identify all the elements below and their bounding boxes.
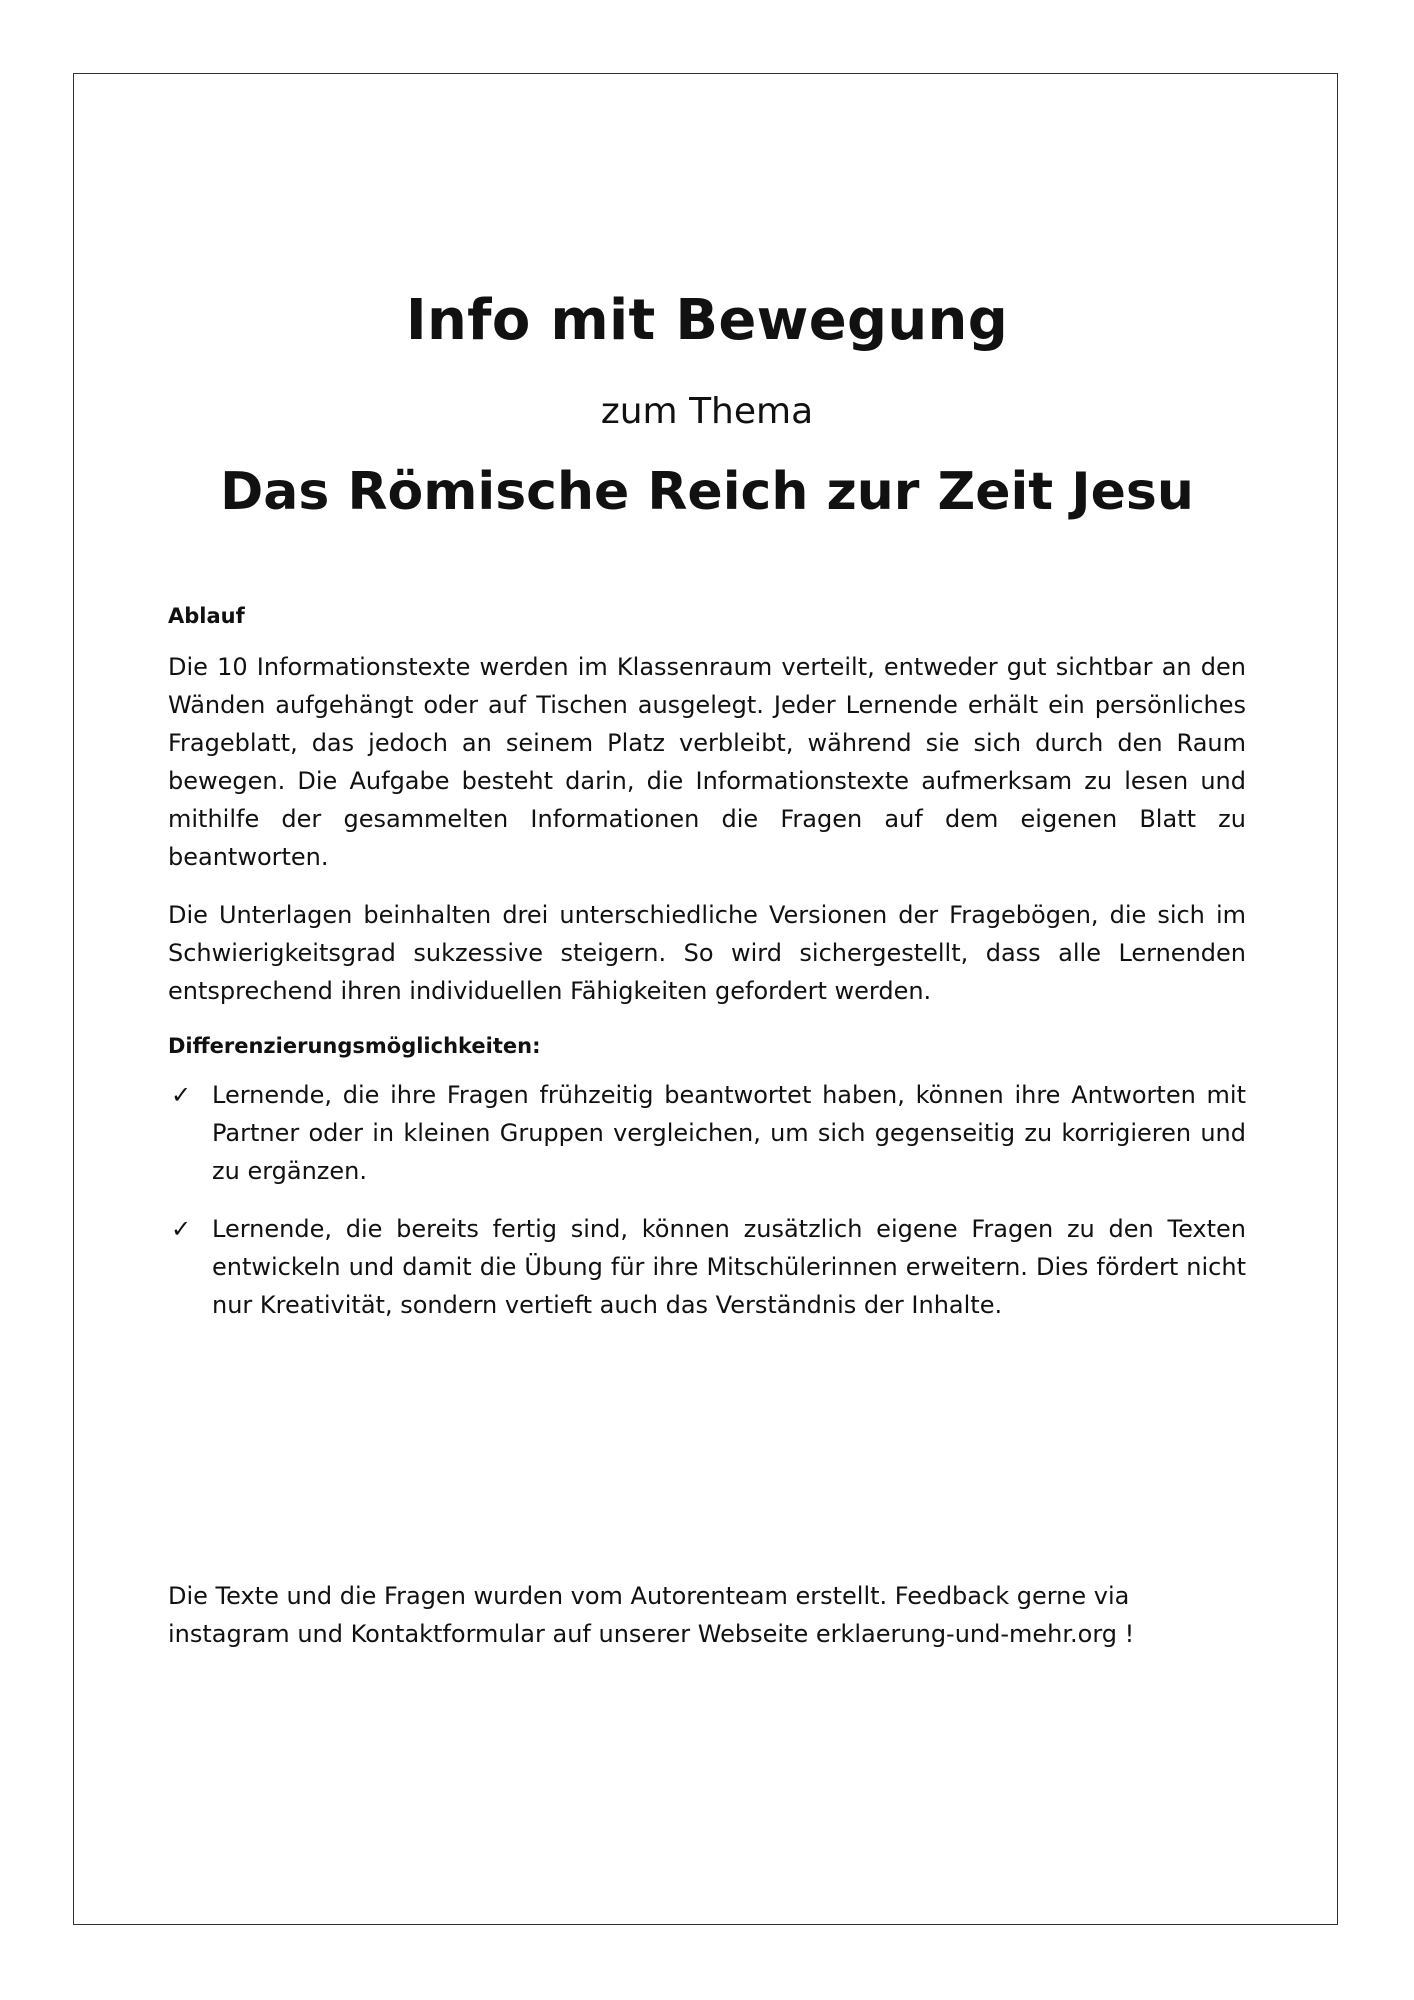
topic-title: Das Römische Reich zur Zeit Jesu — [220, 462, 1194, 522]
document-body — [168, 270, 1246, 1344]
checkmark-icon: ✓ — [171, 1215, 192, 1243]
list-item-text: Lernende, die bereits fertig sind, können zusätzlich eigene Fragen zu den Texten entwickeln und damit die Übung für ihre Mitschülerinnen erweitern. Dies fördert nicht nur Kreativität, sondern vertieft auch das Verständnis der Inhalte. — [212, 1215, 1246, 1319]
list-item — [168, 1076, 1246, 1190]
differenzierung-list — [168, 1076, 1246, 1324]
page-subtitle: zum Thema — [600, 391, 814, 432]
section-heading-differenzierung: Differenzierungsmöglichkeiten: — [168, 1034, 541, 1058]
list-item-text: Lernende, die ihre Fragen frühzeitig beantwortet haben, können ihre Antworten mit Partner oder in kleinen Gruppen vergleichen, um sich gegenseitig zu korrigieren und zu ergänzen. — [212, 1081, 1246, 1185]
section-heading-ablauf: Ablauf — [168, 604, 245, 628]
footer-note: Die Texte und die Fragen wurden vom Autorenteam erstellt. Feedback gerne via instagram und Kontaktformular auf unserer Webseite erklaerung-und-mehr.org ! — [168, 1582, 1135, 1648]
ablauf-paragraph: Die 10 Informationstexte werden im Klassenraum verteilt, entweder gut sichtbar an den Wänden aufgehängt oder auf Tischen ausgelegt. Jeder Lernende erhält ein persönliches Frageblatt, das jedoch an seinem Platz verbleibt, während sie sich durch den Raum bewegen. Die Aufgabe besteht darin, die Informationstexte aufmerksam zu lesen und mithilfe der gesammelten Informationen die Fragen auf dem eigenen Blatt zu beantworten. — [168, 653, 1246, 871]
ablauf-paragraph: Die Unterlagen beinhalten drei unterschiedliche Versionen der Fragebögen, die sich im Schwierigkeitsgrad sukzessive steigern. So wird sichergestellt, dass alle Lernenden entsprechend ihren individuellen Fähigkeiten gefordert werden. — [168, 901, 1246, 1005]
list-item — [168, 1210, 1246, 1324]
page-title: Info mit Bewegung — [405, 288, 1009, 353]
checkmark-icon: ✓ — [171, 1081, 192, 1109]
